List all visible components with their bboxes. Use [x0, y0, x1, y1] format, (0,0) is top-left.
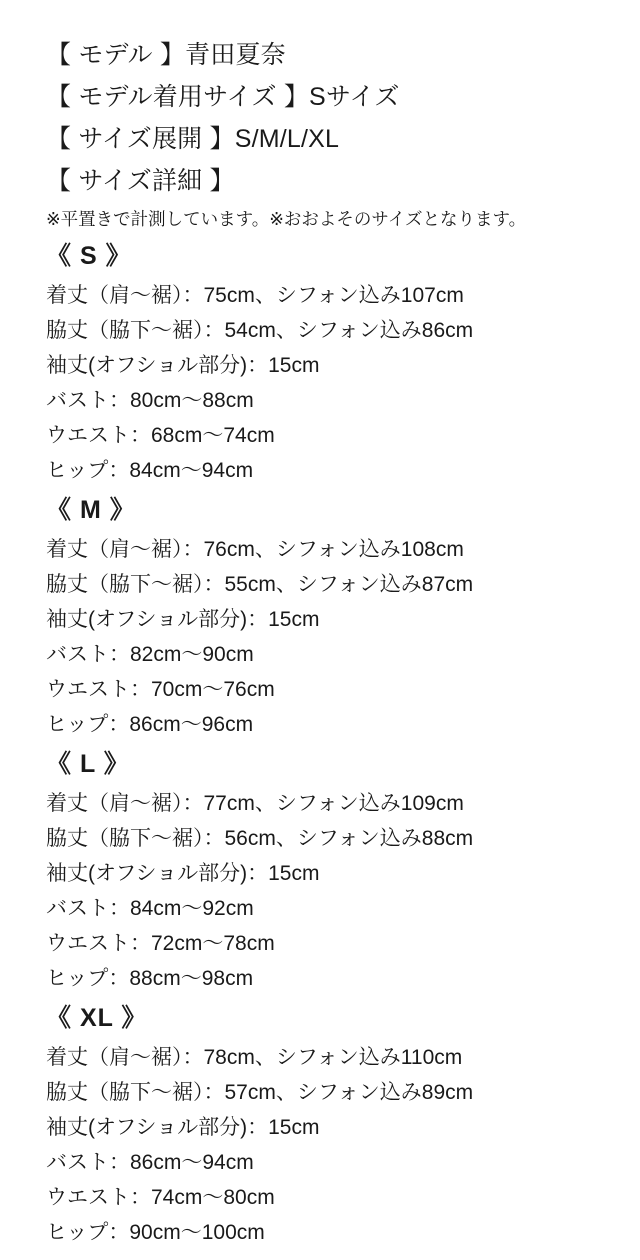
size-range-line: 【 サイズ展開 】S/M/L/XL — [46, 125, 340, 153]
spec-bust: バスト：86cm〜94cm — [46, 1151, 254, 1174]
size-detail-heading: 【 サイズ詳細 】 — [46, 167, 235, 195]
size-group-m — [0, 488, 640, 742]
measurement-note: ※平置きで計測しています。※おおよそのサイズとなります。 — [46, 209, 527, 229]
spec-bust: バスト：82cm〜90cm — [46, 643, 254, 666]
product-info-header — [0, 34, 640, 202]
spec-side-length: 脇丈（脇下〜裾）：57cm、シフォン込み89cm — [46, 1081, 474, 1104]
spec-bust: バスト：80cm〜88cm — [46, 389, 254, 412]
spec-waist: ウエスト：70cm〜76cm — [46, 678, 275, 701]
size-title-xl: 《 XL 》 — [46, 1004, 148, 1032]
size-group-xl — [0, 996, 640, 1250]
spec-sleeve-length: 袖丈(オフショル部分)：15cm — [46, 608, 320, 631]
model-wearing-size-line: 【 モデル着用サイズ 】Sサイズ — [46, 83, 400, 111]
spec-sleeve-length: 袖丈(オフショル部分)：15cm — [46, 354, 320, 377]
spec-length: 着丈（肩〜裾）：76cm、シフォン込み108cm — [46, 538, 464, 561]
spec-bust: バスト：84cm〜92cm — [46, 897, 254, 920]
spec-waist: ウエスト：74cm〜80cm — [46, 1186, 275, 1209]
spec-side-length: 脇丈（脇下〜裾）：55cm、シフォン込み87cm — [46, 573, 474, 596]
size-group-l — [0, 742, 640, 996]
spec-side-length: 脇丈（脇下〜裾）：56cm、シフォン込み88cm — [46, 827, 474, 850]
size-title-m: 《 M 》 — [46, 496, 136, 524]
spec-length: 着丈（肩〜裾）：77cm、シフォン込み109cm — [46, 792, 464, 815]
size-group-s — [0, 234, 640, 488]
spec-length: 着丈（肩〜裾）：78cm、シフォン込み110cm — [46, 1046, 463, 1069]
spec-length: 着丈（肩〜裾）：75cm、シフォン込み107cm — [46, 284, 464, 307]
spec-waist: ウエスト：68cm〜74cm — [46, 424, 275, 447]
spec-hip: ヒップ：90cm〜100cm — [46, 1221, 265, 1244]
spec-hip: ヒップ：86cm〜96cm — [46, 713, 254, 736]
spec-sleeve-length: 袖丈(オフショル部分)：15cm — [46, 1116, 320, 1139]
spec-side-length: 脇丈（脇下〜裾）：54cm、シフォン込み86cm — [46, 319, 474, 342]
size-title-s: 《 S 》 — [46, 242, 132, 270]
model-name-line: 【 モデル 】青田夏奈 — [46, 41, 286, 69]
spec-sleeve-length: 袖丈(オフショル部分)：15cm — [46, 862, 320, 885]
spec-hip: ヒップ：88cm〜98cm — [46, 967, 254, 990]
size-title-l: 《 L 》 — [46, 750, 130, 778]
spec-hip: ヒップ：84cm〜94cm — [46, 459, 254, 482]
spec-waist: ウエスト：72cm〜78cm — [46, 932, 275, 955]
